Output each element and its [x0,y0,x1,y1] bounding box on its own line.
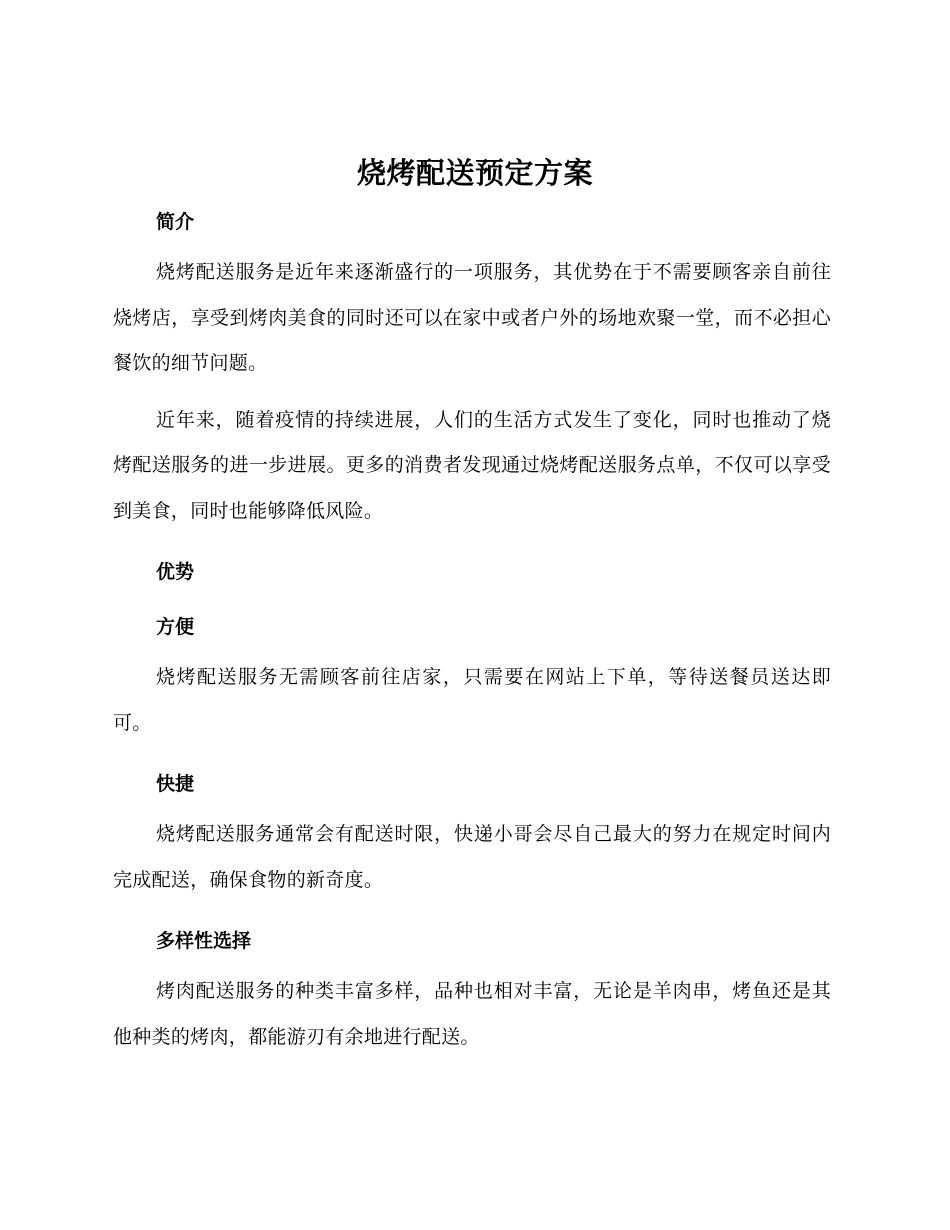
section-heading-intro: 简介 [156,211,195,233]
fast-paragraph: 烧烤配送服务通常会有配送时限，快递小哥会尽自己最大的努力在规定时间内完成配送，确保食物的新奇度。 [113,823,831,891]
section-heading-convenient: 方便 [156,616,195,638]
document-body [113,205,831,1060]
variety-paragraph: 烤肉配送服务的种类丰富多样，品种也相对丰富，无论是羊肉串，烤鱼还是其他种类的烤肉，都能游刃有余地进行配送。 [113,980,831,1048]
section-heading-advantages: 优势 [156,561,195,583]
section-heading-fast: 快捷 [156,773,195,795]
convenient-paragraph: 烧烤配送服务无需顾客前往店家，只需要在网站上下单，等待送餐员送达即可。 [113,666,831,734]
intro-paragraph-2: 近年来，随着疫情的持续进展，人们的生活方式发生了变化，同时也推动了烧烤配送服务的进一步进展。更多的消费者发现通过烧烤配送服务点单，不仅可以享受到美食，同时也能够降低风险。 [113,408,831,522]
section-heading-variety: 多样性选择 [156,930,252,952]
document-title: 烧烤配送预定方案 [356,156,593,190]
intro-paragraph-1: 烧烤配送服务是近年来逐渐盛行的一项服务，其优势在于不需要顾客亲自前往烧烤店，享受到烤肉美食的同时还可以在家中或者户外的场地欢聚一堂，而不必担心餐饮的细节问题。 [113,261,831,374]
